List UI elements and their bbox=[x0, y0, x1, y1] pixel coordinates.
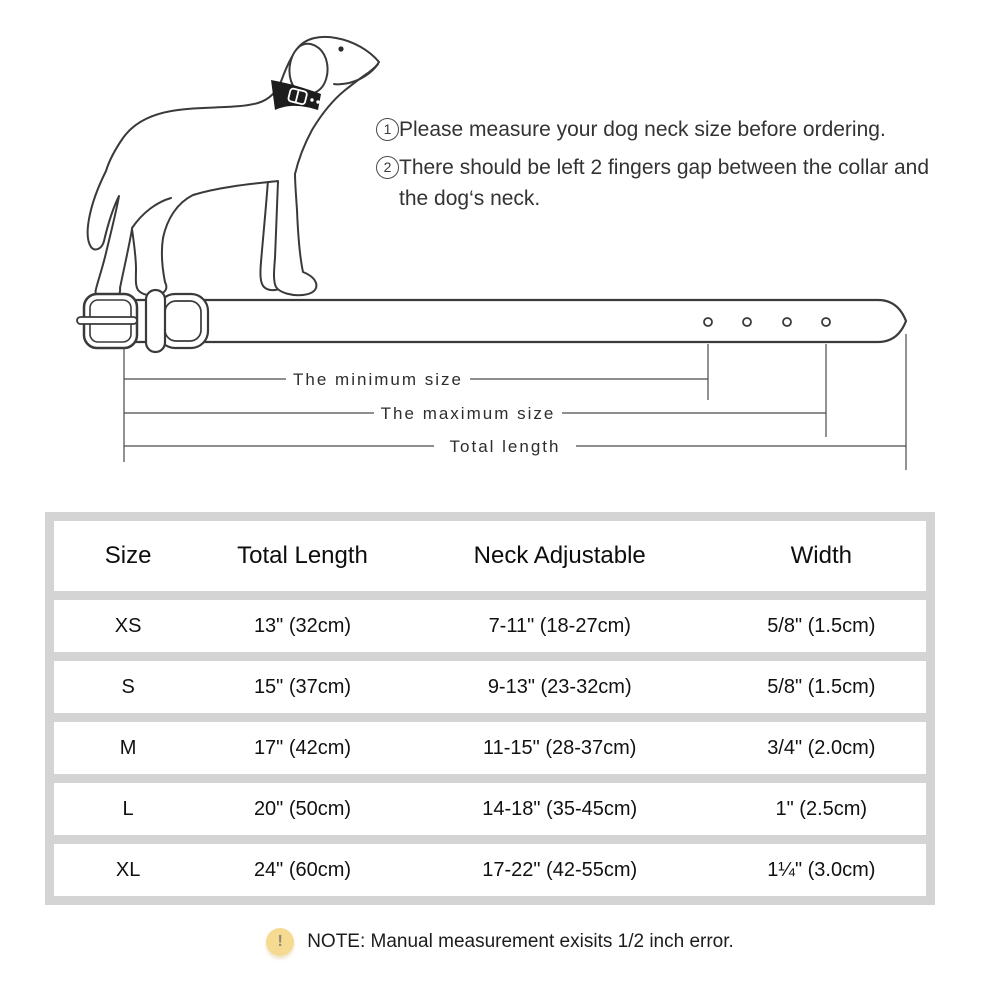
instruction-1-text: Please measure your dog neck size before ordering. bbox=[399, 118, 886, 141]
note-text: NOTE: Manual measurement exisits 1/2 inch error. bbox=[307, 931, 734, 952]
collar-size-diagram bbox=[0, 0, 1000, 480]
cell-total-length: 13" (32cm) bbox=[253, 614, 352, 637]
collar-buckle-prong bbox=[77, 317, 137, 324]
instruction-2-text: There should be left 2 fingers gap between the collar and the dog‘s neck. bbox=[399, 156, 930, 210]
exclamation-icon: ! bbox=[266, 928, 294, 956]
size-table-header-row bbox=[54, 521, 926, 591]
minimum-size-label: The minimum size bbox=[293, 370, 463, 389]
header-neck-adjustable: Neck Adjustable bbox=[473, 542, 646, 569]
number-1-circle-icon: 1 bbox=[376, 118, 399, 141]
total-length-label: Total length bbox=[449, 437, 561, 456]
cell-neck-adjustable: 17-22" (42-55cm) bbox=[482, 858, 638, 881]
number-2-circle-icon: 2 bbox=[376, 156, 399, 179]
measurement-note bbox=[0, 928, 1000, 956]
header-size: Size bbox=[104, 542, 152, 569]
table-row-xl bbox=[54, 844, 926, 896]
cell-neck-adjustable: 9-13" (23-32cm) bbox=[487, 675, 632, 698]
instruction-item-1 bbox=[376, 114, 936, 145]
cell-neck-adjustable: 14-18" (35-45cm) bbox=[482, 797, 638, 820]
size-table bbox=[45, 512, 935, 905]
table-row-m bbox=[54, 722, 926, 774]
cell-size: L bbox=[122, 797, 134, 820]
header-width: Width bbox=[790, 542, 852, 569]
cell-size: S bbox=[121, 675, 135, 698]
cell-neck-adjustable: 7-11" (18-27cm) bbox=[488, 614, 631, 637]
cell-size: XL bbox=[115, 858, 141, 881]
cell-width: 1" (2.5cm) bbox=[775, 797, 868, 820]
maximum-size-label: The maximum size bbox=[380, 404, 556, 423]
measuring-instructions bbox=[376, 114, 936, 221]
collar-keeper bbox=[146, 290, 165, 352]
cell-width: 5/8" (1.5cm) bbox=[767, 614, 876, 637]
collar-hardware-diagram bbox=[77, 290, 906, 352]
cell-total-length: 15" (37cm) bbox=[253, 675, 352, 698]
cell-width: 1¼" (3.0cm) bbox=[767, 858, 876, 881]
header-total-length: Total Length bbox=[237, 542, 368, 569]
cell-total-length: 20" (50cm) bbox=[253, 797, 352, 820]
dog-illustration bbox=[88, 37, 379, 300]
cell-total-length: 24" (60cm) bbox=[253, 858, 352, 881]
cell-neck-adjustable: 11-15" (28-37cm) bbox=[483, 736, 637, 759]
dog-outline bbox=[88, 37, 379, 300]
cell-size: XS bbox=[114, 614, 142, 637]
dog-eye bbox=[338, 46, 343, 51]
cell-size: M bbox=[119, 736, 137, 759]
table-row-l bbox=[54, 783, 926, 835]
measurement-labels bbox=[286, 368, 576, 456]
instruction-item-2 bbox=[376, 152, 936, 214]
cell-total-length: 17" (42cm) bbox=[253, 736, 352, 759]
cell-width: 5/8" (1.5cm) bbox=[767, 675, 876, 698]
cell-width: 3/4" (2.0cm) bbox=[767, 736, 876, 759]
table-row-xs bbox=[54, 600, 926, 652]
table-row-s bbox=[54, 661, 926, 713]
